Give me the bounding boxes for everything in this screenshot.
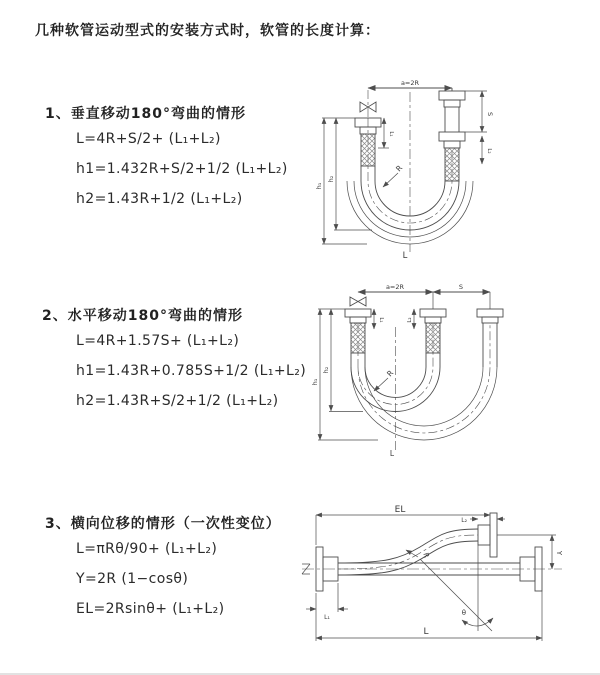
right-fitting-upper <box>439 91 465 132</box>
section-2-formula-h1: h1=1.43R+0.785S+1/2 (L₁+L₂) <box>76 363 307 379</box>
middle-fitting <box>420 309 446 353</box>
page-title: 几种软管运动型式的安装方式时，软管的长度计算： <box>35 23 380 39</box>
dim-label-r: R <box>385 368 396 379</box>
section-3-formula-Y: Y=2R (1−cosθ) <box>76 571 189 587</box>
dim-label-l: L <box>423 627 429 637</box>
angle-construction <box>420 545 493 631</box>
upper-flange-moved <box>478 513 497 557</box>
dim-label-r: R <box>421 551 431 559</box>
section-2-formula-L: L=4R+1.57S+ (L₁+L₂) <box>76 333 240 349</box>
dim-label-l2: L₂ <box>486 148 492 154</box>
dim-label-y: Y <box>555 550 563 556</box>
section-3-formula-L: L=πRθ/90+ (L₁+L₂) <box>76 541 218 557</box>
dimension-lines <box>322 91 487 244</box>
dim-label-l1: L₁ <box>388 131 394 137</box>
dimension-lines <box>306 515 556 641</box>
dim-label-a2r: a=2R <box>385 283 405 291</box>
dim-label-h1: h₁ <box>311 378 319 386</box>
dim-label-r: R <box>394 163 405 174</box>
dim-label-h2: h₂ <box>327 175 335 183</box>
dim-label-h2: h₂ <box>322 366 330 374</box>
centerline-curved <box>338 535 478 569</box>
dim-label-s: S <box>486 111 494 117</box>
left-fitting <box>345 309 371 353</box>
section-1-heading: 1、垂直移动180°弯曲的情形 <box>45 106 246 122</box>
dim-label-el: EL <box>394 505 406 515</box>
dim-label-l1: L₁ <box>324 614 330 621</box>
diagram-lateral-displacement <box>300 505 570 655</box>
diagram-vertical-180-bend <box>312 76 522 271</box>
section-3-heading: 3、横向位移的情形（一次性变位） <box>45 516 281 532</box>
dim-label-l: L <box>402 251 408 261</box>
section-3-formula-EL: EL=2Rsinθ+ (L₁+L₂) <box>76 601 225 617</box>
section-1-formula-h2: h2=1.43R+1/2 (L₁+L₂) <box>76 191 243 207</box>
dim-label-s: S <box>458 283 464 291</box>
section-2-formula-h2: h2=1.43R+S/2+1/2 (L₁+L₂) <box>76 393 279 409</box>
dim-label-l2: L₂ <box>407 317 413 323</box>
section-2-heading: 2、水平移动180°弯曲的情形 <box>42 308 243 324</box>
angle-label-theta: θ <box>461 609 466 617</box>
dim-label-l2: L₂ <box>461 517 467 524</box>
section-1-formula-L: L=4R+S/2+ (L₁+L₂) <box>76 131 221 147</box>
right-fitting-lower <box>439 132 465 181</box>
dim-label-l: L <box>389 449 395 458</box>
dim-label-h1: h₁ <box>315 182 323 190</box>
valve-icon <box>350 297 366 306</box>
hose-u-bend <box>351 353 497 440</box>
dim-label-l1: L₁ <box>378 317 384 323</box>
diagram-horizontal-180-bend <box>308 282 533 472</box>
dim-label-a2r: a=2R <box>400 79 420 87</box>
curved-hose <box>338 529 478 575</box>
section-1-formula-h1: h1=1.432R+S/2+1/2 (L₁+L₂) <box>76 161 288 177</box>
